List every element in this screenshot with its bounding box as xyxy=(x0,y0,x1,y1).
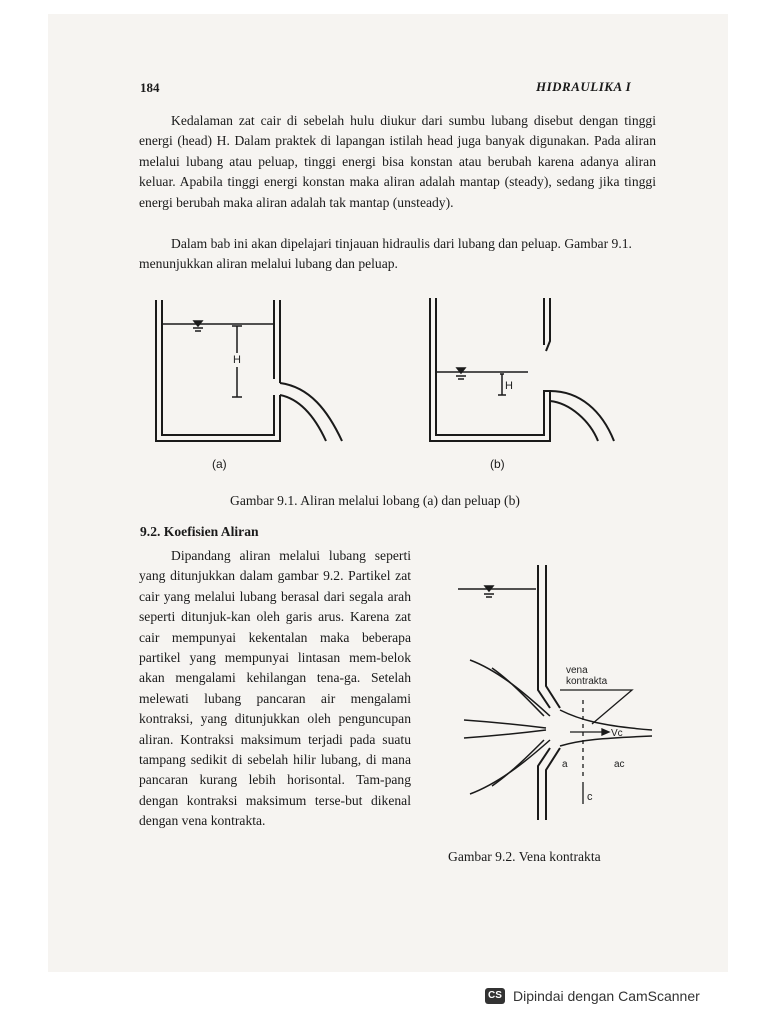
orifice-wall xyxy=(538,565,560,820)
figure-label-a: (a) xyxy=(212,457,227,471)
camscanner-watermark xyxy=(485,988,700,1004)
ac-label: ac xyxy=(614,759,625,770)
section-heading: 9.2. Koefisien Aliran xyxy=(140,524,259,539)
head-label-a: H xyxy=(233,354,241,366)
head-label-b: H xyxy=(505,380,513,392)
figure-caption-9-1: Gambar 9.1. Aliran melalui lobang (a) dan peluap (b) xyxy=(230,493,520,508)
water-surface-b xyxy=(436,368,528,379)
water-surface-a xyxy=(162,321,274,331)
running-title: HIDRAULIKA I xyxy=(536,79,632,94)
camscanner-logo-icon: CS xyxy=(485,988,505,1004)
paragraph-intro: Dalam bab ini akan dipelajari tinjauan hidraulis dari lubang dan peluap. Gambar 9.1. menunjukkan aliran melalui lubang dan peluap. xyxy=(139,236,632,272)
streamlines xyxy=(464,660,652,794)
figure-9-1 xyxy=(150,295,650,455)
vena-label-2: kontrakta xyxy=(566,676,608,687)
figure-9-2 xyxy=(452,560,662,830)
paragraph-vena-kontrakta: Dipandang aliran melalui lubang seperti yang ditunjukkan dalam gambar 9.2. Partikel zat cair yang melalui lubang berasal dari segala arah seperti ditunjuk-kan oleh garis arus. Karena zat cair mempunyai kekentalan maka beberapa partikel yang mempunyai lintasan mem-belok akan mengalami kehilangan tena-ga. Setelah melewati lubang pancaran air mengalami kontraksi, yang ditunjukkan oleh penguncupan aliran. Kontraksi maksimum terjadi pada suatu tampang sedikit di sebelah hilir lubang, di mana pancaran kurang lebih horisontal. Tam-pang dengan kontraksi maksimum terse-but dikenal dengan vena kontrakta. xyxy=(139,548,411,829)
vena-label-1: vena xyxy=(566,665,588,676)
paragraph-head: Kedalaman zat cair di sebelah hulu diukur dari sumbu lubang disebut dengan tinggi energi (head) H. Dalam praktek di lapangan istilah head juga banyak digunakan. Pada aliran melalui lubang atau peluap, tinggi energi bisa konstan atau berubah karena adanya aliran keluar. Apabila tinggi energi konstan maka aliran adalah mantap (steady), sedang jika tinggi energi berubah maka aliran adalah tak mantap (unsteady). xyxy=(139,113,656,210)
vena-pointer xyxy=(560,690,632,724)
page-number: 184 xyxy=(140,80,160,95)
velocity-arrow xyxy=(570,729,609,735)
camscanner-text: Dipindai dengan CamScanner xyxy=(513,988,700,1004)
figure-caption-9-2: Gambar 9.2. Vena kontrakta xyxy=(448,849,601,864)
vc-label: Vc xyxy=(611,728,623,739)
c-label: c xyxy=(587,791,593,803)
water-surface-2 xyxy=(458,586,536,597)
tank-orifice xyxy=(156,300,342,441)
figure-label-b: (b) xyxy=(490,457,505,471)
a-label: a xyxy=(562,759,568,770)
